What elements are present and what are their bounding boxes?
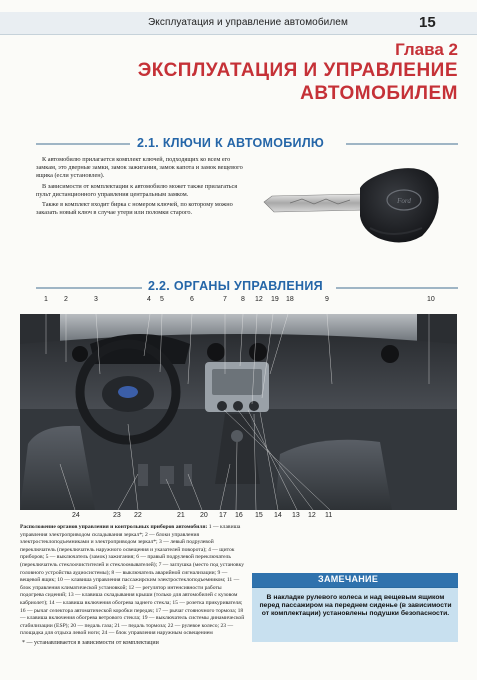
callout-number: 20 [200, 512, 208, 519]
section-rule-right [336, 287, 458, 289]
running-header-title: Эксплуатация и управление автомобилем [148, 17, 348, 28]
paragraph: К автомобилю прилагается комплект ключей, подходящих ко всем его замкам, это дверные замки, замок зажигания, замок капота и замок вещевого ящика (если установлен). [36, 156, 243, 180]
callout-number: 16 [235, 512, 243, 519]
callout-number: 5 [160, 296, 164, 303]
figure-caption [20, 524, 245, 638]
keys-body-text [36, 156, 244, 219]
note-text: В накладке рулевого колеса и над вещевым ящиком перед пассажиром на переднем сиденье (в зависимости от комплектации) установлены подушки безопасности. [259, 594, 452, 618]
callout-number: 17 [219, 512, 227, 519]
callout-number: 12 [255, 296, 263, 303]
paragraph: В зависимости от комплектации к автомобилю может также прилагаться пульт дистанционного управления центральным замком. [36, 182, 238, 198]
callout-number: 9 [325, 296, 329, 303]
section-rule-right [346, 143, 458, 145]
callout-number: 2 [64, 296, 68, 303]
note-title: ЗАМЕЧАНИЕ [318, 574, 379, 584]
callout-number: 8 [241, 296, 245, 303]
car-key-illustration [262, 158, 442, 248]
callout-number: 21 [177, 512, 185, 519]
callout-number: 19 [271, 296, 279, 303]
callout-number: 24 [72, 512, 80, 519]
chapter-title-line1: ЭКСПЛУАТАЦИЯ И УПРАВЛЕНИЕ [137, 60, 458, 81]
caption-text: 1 — клавиша управления электроприводом складывания зеркал*; 2 — блоки управления электростеклоподъемниками и электроприводом зеркал*; 3 — левый подрулевой переключатель (переключатель наружного освещения и указателей поворота); 4 — щиток приборов; 5 — выключатель (замок) зажигания; 6 — правый подрулевой переключатель (переключатель стеклоочистителей и стеклоомывателей); 7 — заглушка (место под установку головного устройства аудиосистемы); 8 — выключатель аварийной сигнализации; 9 — вещевой ящик; 10 — клавиша управления пассажирским электростеклоподъемником; 11 — блок управления климатической установкой; 12 — регулятор интенсивности работы подогрева сидений; 13 — клавиша складывания крыши (только для автомобилей с кузовом кабриолет); 14 — клавиша включения обогрева заднего стекла; 15 — розетка прикуривателя; 16 — рычаг селектора автоматической коробки передач; 17 — рычаг стояночного тормоза; 18 — клавиша включения обогрева ветрового стекла; 19 — выключатель системы динамической стабилизации (ESP); 20 — педаль газа; 21 — педаль тормоза; 22 — рулевое колесо; 23 — площадка для отдыха левой ноги; 24 — блок управления наружным освещением [20, 524, 245, 637]
footnote: * — устанавливается в зависимости от комплектации [22, 640, 159, 646]
chapter-title-line2: АВТОМОБИЛЕМ [300, 83, 458, 104]
callout-number: 3 [94, 296, 98, 303]
callout-numbers-top [0, 296, 477, 306]
section-title-controls: 2.2. ОРГАНЫ УПРАВЛЕНИЯ [148, 279, 323, 293]
callout-number: 15 [255, 512, 263, 519]
callout-number: 6 [190, 296, 194, 303]
page-number: 15 [419, 14, 436, 31]
caption-title: Расположение органов управления и контрольных приборов автомобиля: [20, 524, 208, 530]
callout-number: 23 [113, 512, 121, 519]
callout-number: 22 [134, 512, 142, 519]
svg-text:Ford: Ford [397, 197, 411, 205]
section-rule-left [36, 287, 142, 289]
running-header [0, 12, 477, 35]
chapter-label: Глава 2 [395, 40, 458, 59]
callout-numbers-bottom [0, 512, 477, 522]
callout-number: 14 [274, 512, 282, 519]
callout-number: 7 [223, 296, 227, 303]
callout-number: 10 [427, 296, 435, 303]
callout-number: 18 [286, 296, 294, 303]
callout-number: 4 [147, 296, 151, 303]
callout-number: 12 [308, 512, 316, 519]
section-rule-left [36, 143, 130, 145]
callout-number: 1 [44, 296, 48, 303]
paragraph: Также в комплект входит бирка с номером ключей, по которому можно заказать новый ключ в случае утери или поломки старого. [36, 201, 233, 217]
callout-number: 13 [292, 512, 300, 519]
section-title-keys: 2.1. КЛЮЧИ К АВТОМОБИЛЮ [137, 136, 325, 150]
dashboard-photo [20, 314, 457, 510]
callout-number: 11 [325, 512, 333, 519]
